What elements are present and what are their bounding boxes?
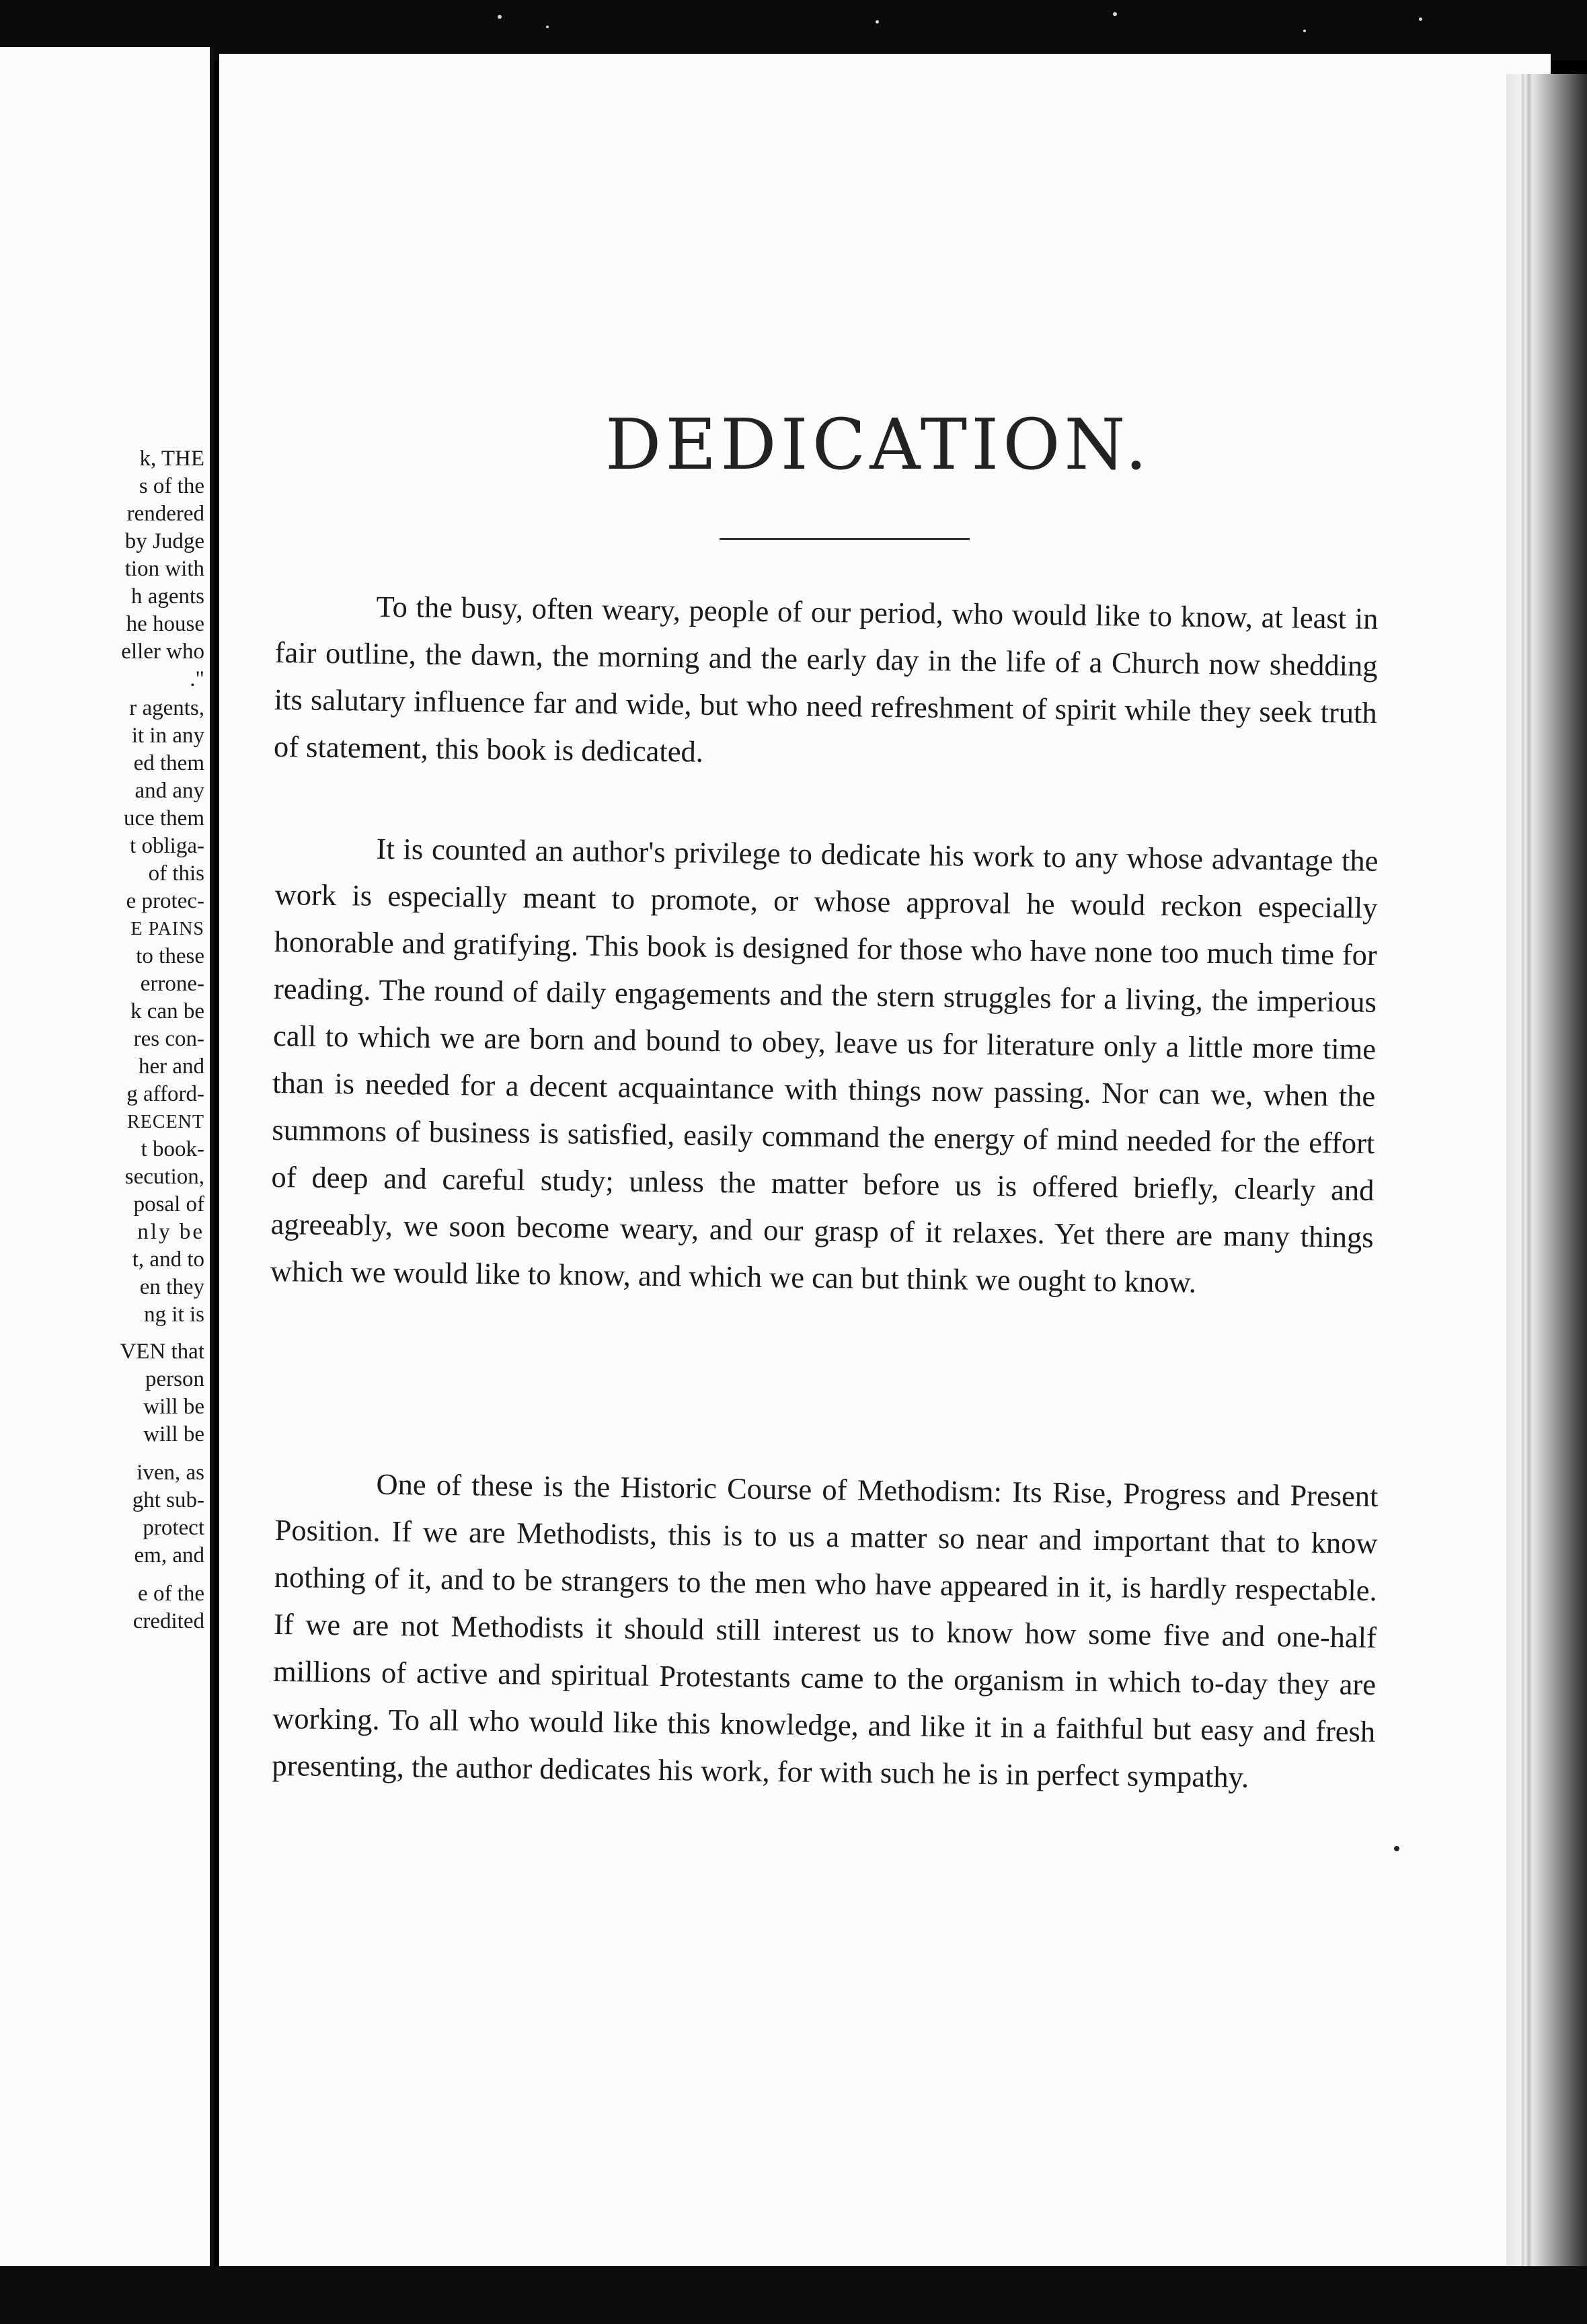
- left-page-line: to these: [136, 944, 204, 968]
- left-page-line: protect: [143, 1516, 204, 1540]
- left-page-line: eller who: [121, 640, 204, 664]
- left-page-line: s of the: [139, 474, 204, 498]
- left-page-line: uce them: [123, 806, 204, 830]
- left-page-line: by Judge: [124, 529, 204, 553]
- left-page-line: t obliga-: [130, 834, 204, 858]
- dust-speck: [876, 20, 879, 24]
- left-page-line: tion with: [124, 557, 204, 581]
- left-page-line: h agents: [130, 584, 204, 609]
- left-page-line: rendered: [126, 502, 204, 526]
- left-page-line: ed them: [133, 751, 204, 775]
- dust-speck: [1113, 12, 1117, 16]
- left-page-line: nly be: [137, 1220, 204, 1244]
- left-page-line: will be: [143, 1395, 204, 1419]
- left-page-line: ng it is: [144, 1303, 204, 1327]
- page-title: DEDICATION.: [605, 403, 1151, 486]
- left-page-line: errone-: [140, 972, 204, 996]
- left-page-line: credited: [132, 1609, 204, 1633]
- left-page-line: e protec-: [126, 889, 204, 913]
- scan-bottom-border: [0, 2266, 1587, 2324]
- left-page-line: of this: [148, 861, 204, 886]
- left-page-line: her and: [138, 1054, 204, 1079]
- dedication-paragraph: One of these is the Historic Course of Methodism: Its Rise, Progress and Present Position. If we are Methodists, this is to us a matter so near and important that to know nothing of it, and to be strangers to the men who have appeared in it, is hardly respectable. If we are not Methodists it should still interest us to know how some five and one-half millions of active and spiritual Protestants came to the organism in which to-day they are working. To all who would like this knowledge, and like it in a faithful but easy and fresh presenting, the author dedicates his work, for with such he is in perfect sympathy.: [272, 1467, 1379, 1794]
- adjacent-left-page: [0, 47, 214, 2266]
- left-page-line: posal of: [133, 1192, 204, 1216]
- left-page-line: person: [145, 1367, 204, 1391]
- left-page-line: t book-: [141, 1137, 204, 1161]
- title-divider: [720, 538, 970, 540]
- page-edge-shadow: [1506, 74, 1587, 2324]
- left-page-line: t, and to: [132, 1247, 204, 1272]
- left-page-line: ght sub-: [132, 1488, 204, 1512]
- ink-speck: [1394, 1846, 1399, 1851]
- dust-speck: [498, 15, 502, 19]
- dedication-paragraph: It is counted an author's privilege to dedicate his work to any whose advantage the work is especially meant to promote, or whose approval he would reckon especially honorable and gratifying. This book is designed for those who have none too much time for reading. The round of daily engagements and the stern struggles for a living, the imperious call to which we are born and bound to obey, leave us for literature only a little more time than is needed for a decent acquaintance with things now passing. Nor can we, when the summons of business is satisfied, easily command the energy of mind needed for the effort of deep and careful study; unless the matter before us is offered briefly, clearly and agreeably, we soon become weary, and our grasp of it relaxes. Yet there are many things which we would like to know, and which we can but think we ought to know.: [270, 831, 1379, 1299]
- left-page-line: RECENT: [127, 1112, 204, 1132]
- left-page-line: g afford-: [126, 1082, 204, 1106]
- dust-speck: [546, 26, 549, 28]
- left-page-line: it in any: [131, 724, 204, 748]
- left-page-line: E PAINS: [130, 919, 204, 939]
- dust-speck: [1303, 30, 1306, 32]
- left-page-line: secution,: [124, 1165, 204, 1189]
- dedication-paragraph: To the busy, often weary, people of our period, who would like to know, at least in fair outline, the dawn, the morning and the early day in the life of a Church now shedding its salutary influence far and wide, but who need refreshment of spirit while they seek truth of statement, this book is dedicated.: [273, 589, 1379, 769]
- left-page-line: k can be: [130, 999, 204, 1023]
- left-page-line: em, and: [134, 1543, 204, 1567]
- left-page-line: iven, as: [137, 1461, 204, 1485]
- left-page-line: res con-: [133, 1027, 204, 1051]
- left-page-line: k, THE: [139, 447, 204, 471]
- left-page-line: he house: [126, 612, 204, 636]
- left-page-line: e of the: [138, 1582, 204, 1606]
- left-page-line: .": [190, 667, 204, 691]
- left-page-line: will be: [143, 1422, 204, 1446]
- left-page-line: r agents,: [129, 696, 204, 720]
- scan-top-border: [0, 0, 1587, 61]
- left-page-line: en they: [139, 1275, 204, 1299]
- left-page-line: VEN that: [120, 1340, 204, 1364]
- left-page-line: and any: [134, 779, 204, 803]
- dust-speck: [1419, 17, 1422, 21]
